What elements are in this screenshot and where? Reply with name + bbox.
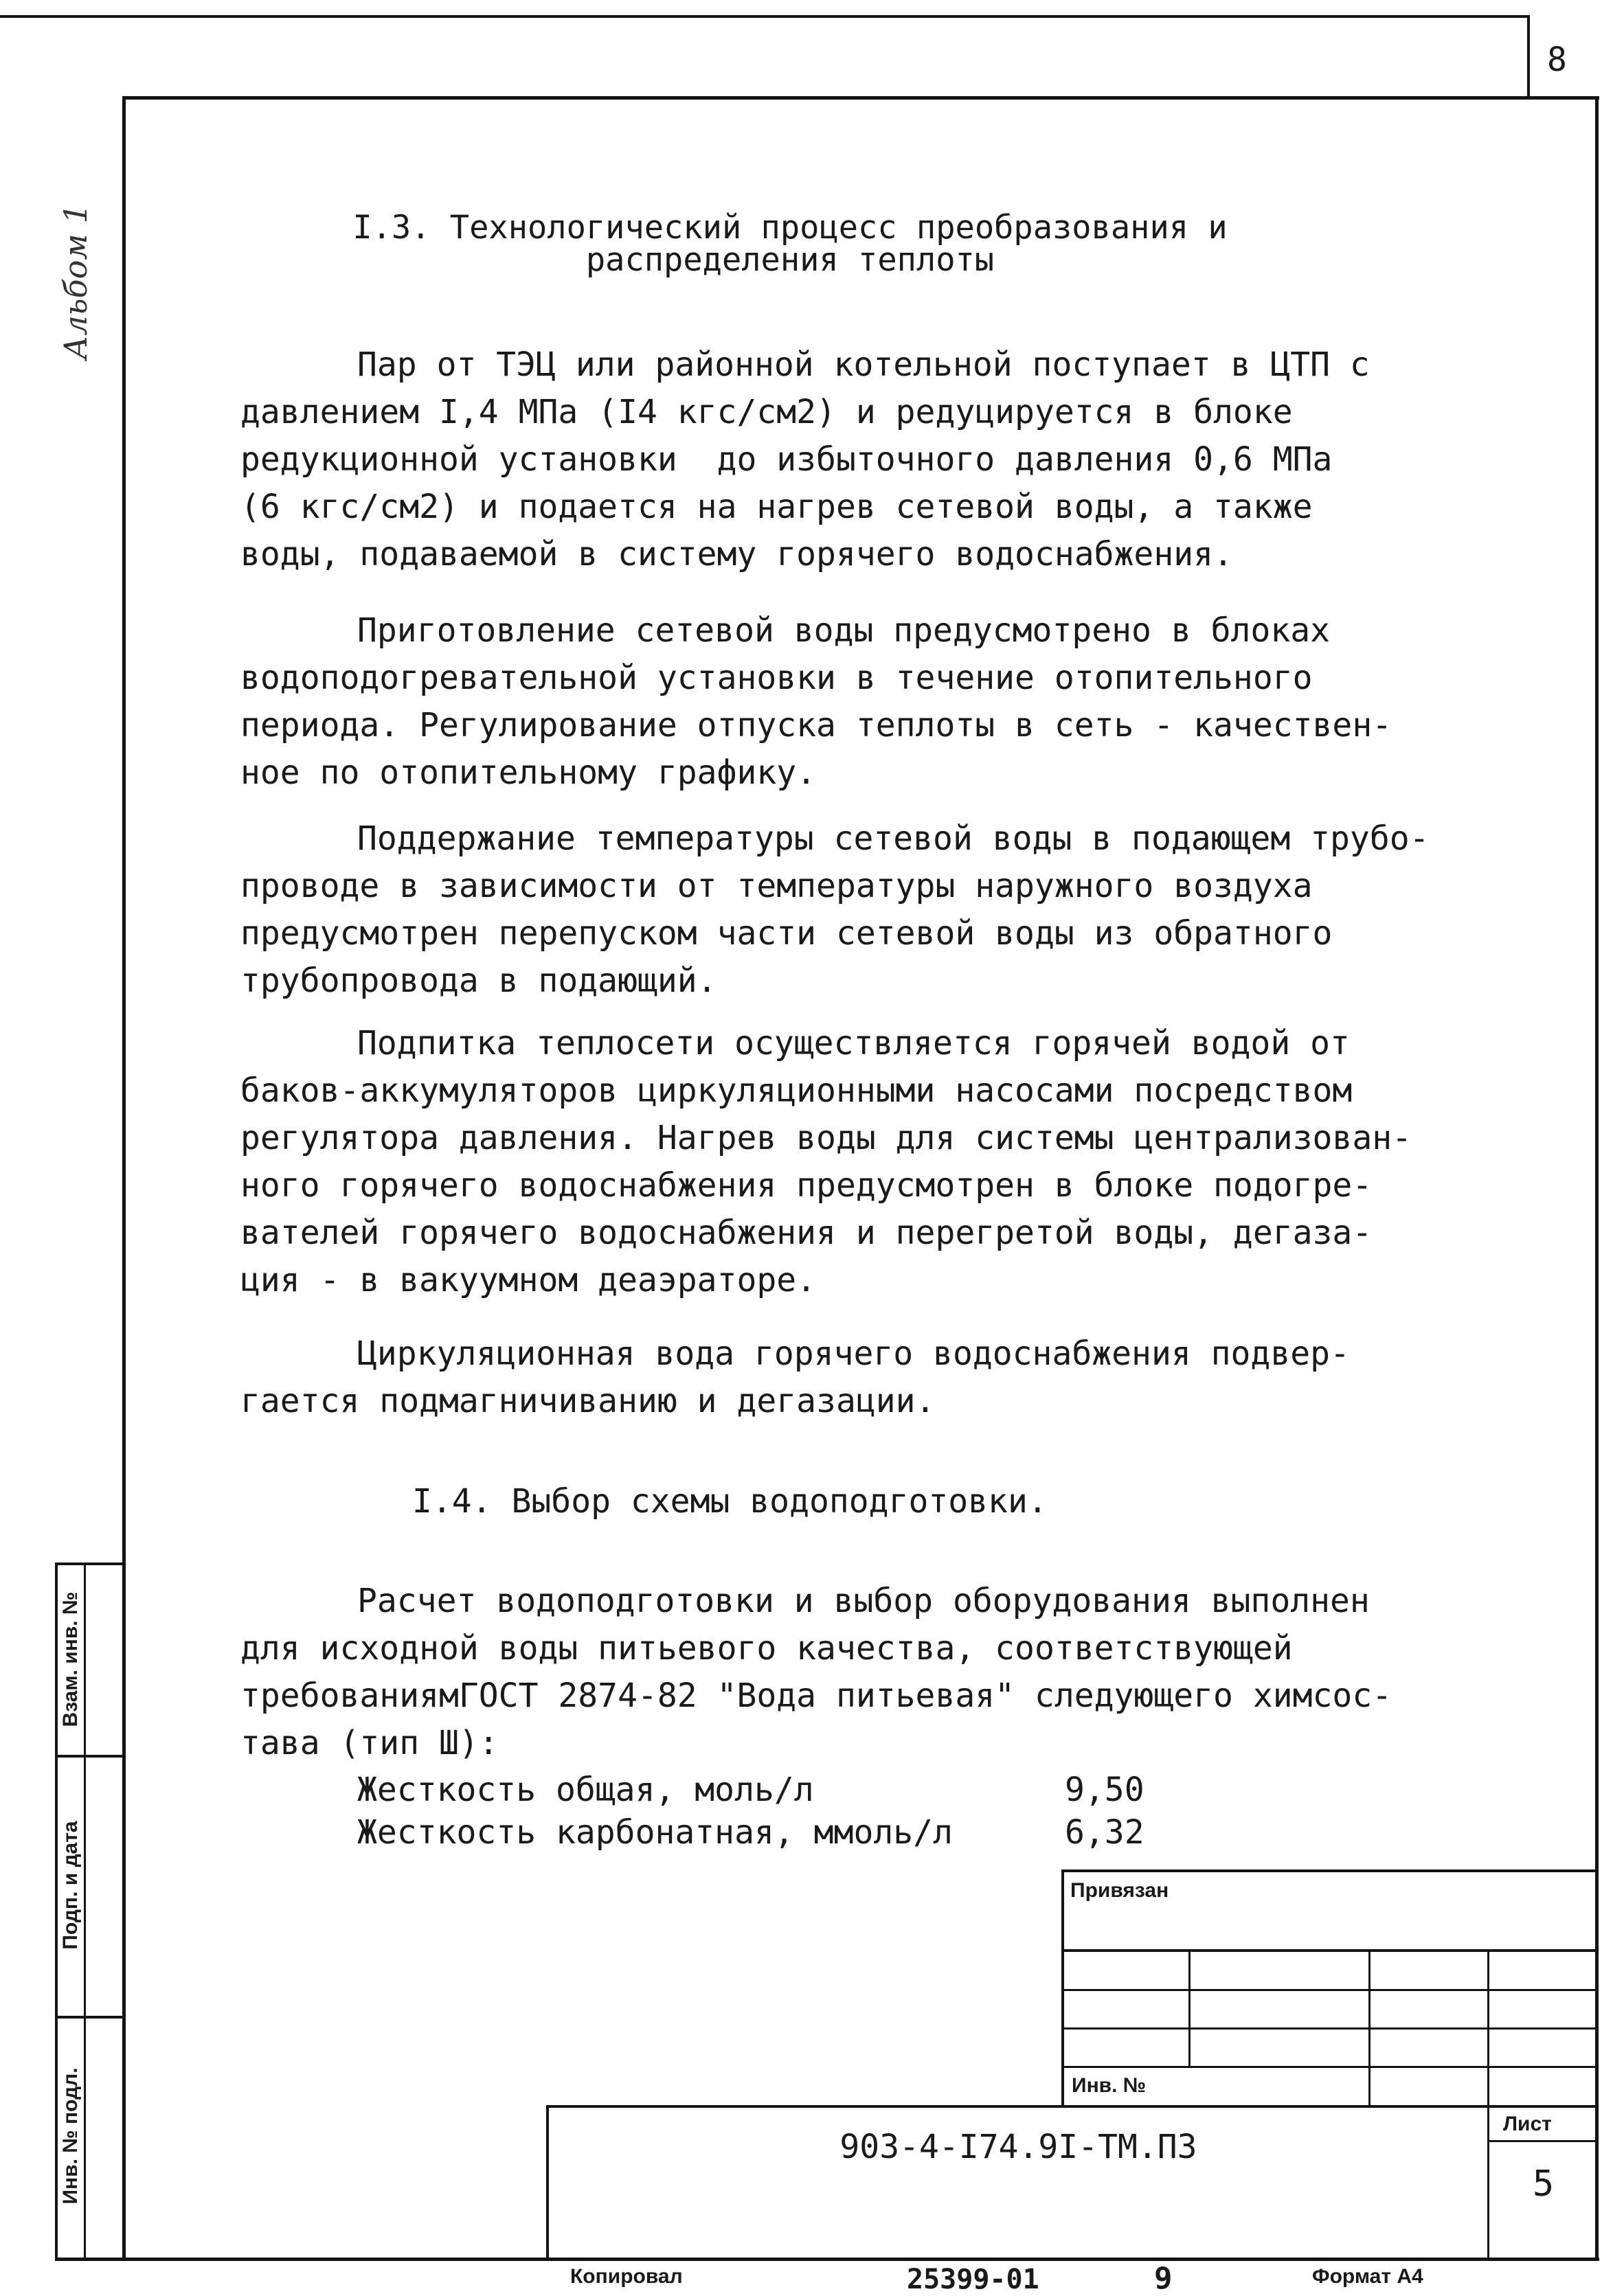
paragraph-5-line-2: гается подмагничиванию и дегазации. (240, 1382, 936, 1420)
tb-sheet-label-line (1487, 2140, 1597, 2142)
paragraph-2-line-1: Приготовление сетевой воды предусмотрено в блоках (357, 611, 1331, 650)
paragraph-4-line-2: баков-аккумуляторов циркуляционными насосами посредством (240, 1071, 1353, 1110)
paragraph-4-line-3: регулятора давления. Нагрев воды для системы централизован- (240, 1119, 1412, 1157)
tb-privyazan-top (1061, 1869, 1597, 1872)
sidebar-sep-2 (55, 2016, 125, 2019)
tb-privyazan-label: Привязан (1070, 1879, 1169, 1902)
album-note: Альбом 1 (57, 203, 94, 360)
top-border (0, 15, 1529, 18)
paragraph-3-line-4: трубопровода в подающий. (240, 962, 717, 1000)
paragraph-3-line-3: предусмотрен перепуском части сетевой воды из обратного (240, 914, 1333, 953)
footer-order-number: 25399-01 (907, 2264, 1039, 2295)
tb-sheet-number: 5 (1532, 2163, 1555, 2205)
paragraph-6-line-3: требованиямГОСТ 2874-82 "Вода питьевая" следующего химсос- (240, 1676, 1392, 1715)
composition-value-carbonate-hardness: 6,32 (1065, 1813, 1144, 1852)
tb-col-1 (1188, 1949, 1191, 2066)
paragraph-2-line-3: периода. Регулирование отпуска теплоты в сеть - качествен- (240, 706, 1392, 745)
paragraph-5-line-1: Циркуляционная вода горячего водоснабжения подвер- (357, 1334, 1350, 1373)
frame-right (1595, 96, 1599, 2260)
frame-left (122, 96, 126, 2260)
paragraph-1-line-2: давлением I,4 МПа (I4 кгс/см2) и редуцируется в блоке (240, 393, 1293, 431)
paragraph-1-line-1: Пар от ТЭЦ или районной котельной поступает в ЦТП с (357, 345, 1370, 384)
sidebar-sep-1 (55, 1755, 125, 1758)
tb-document-code: 903-4-I74.9I-ТМ.ПЗ (839, 2128, 1197, 2166)
paragraph-4-line-5: вателей горячего водоснабжения и перегретой воды, дегаза- (240, 1214, 1373, 1252)
paragraph-2-line-4: ное по отопительному графику. (240, 753, 817, 792)
tb-row-line-2 (1061, 1989, 1597, 1991)
paragraph-6-line-1: Расчет водоподготовки и выбор оборудования выполнен (357, 1582, 1370, 1620)
tb-sheet-label: Лист (1503, 2113, 1552, 2135)
section-1-4-title: I.4. Выбор схемы водоподготовки. (412, 1482, 1048, 1521)
tb-row-line-1 (1061, 1949, 1597, 1952)
footer-copied: Копировал (570, 2265, 683, 2288)
sidebar-top (55, 1562, 125, 1565)
section-1-3-title-line2: распределения теплоты (585, 241, 995, 279)
tb-privyazan-left (1061, 1869, 1064, 2106)
paragraph-1-line-3: редукционной установки до избыточного давления 0,6 МПа (240, 440, 1333, 479)
tb-row-line-4 (1061, 2066, 1597, 2068)
paragraph-4-line-1: Подпитка теплосети осуществляется горячей водой от (357, 1024, 1350, 1062)
composition-label-total-hardness: Жесткость общая, моль/л (357, 1771, 814, 1809)
frame-bottom (55, 2258, 1599, 2261)
paragraph-6-line-2: для исходной воды питьевого качества, соответствующей (240, 1629, 1293, 1668)
paragraph-4-line-6: ция - в вакуумном деаэраторе. (240, 1261, 817, 1299)
paragraph-3-line-1: Поддержание температуры сетевой воды в подающем трубо- (357, 819, 1430, 858)
sidebar-vzam-inv: Взам. инв. № (59, 1591, 82, 1727)
page-number-box-left (1527, 15, 1530, 98)
tb-col-2 (1368, 1949, 1371, 2106)
frame-top (122, 96, 1599, 100)
paragraph-3-line-2: проводе в зависимости от температуры наружного воздуха (240, 867, 1313, 905)
paragraph-6-line-4: тава (тип Ш): (240, 1724, 499, 1762)
tb-inv-no-label: Инв. № (1072, 2074, 1147, 2097)
tb-row-line-3 (1061, 2027, 1597, 2030)
tb-col-3 (1487, 1949, 1489, 2106)
footer-sheet-mark: 9 (1154, 2261, 1173, 2296)
section-1-3-title-line1: I.3. Технологический процесс преобразования и (352, 209, 1228, 247)
tb-main-top (546, 2105, 1597, 2108)
tb-main-left (546, 2105, 549, 2260)
sidebar-podp-data: Подп. и дата (59, 1821, 82, 1950)
paragraph-1-line-5: воды, подаваемой в систему горячего водоснабжения. (240, 535, 1233, 573)
composition-label-carbonate-hardness: Жесткость карбонатная, ммоль/л (357, 1813, 953, 1852)
paragraph-2-line-2: водоподогревательной установки в течение отопительного (240, 659, 1313, 697)
paragraph-1-line-4: (6 кгс/см2) и подается на нагрев сетевой воды, а также (240, 488, 1313, 526)
paragraph-4-line-4: ного горячего водоснабжения предусмотрен в блоке подогре- (240, 1166, 1373, 1205)
sidebar-inv-podl: Инв. № подл. (59, 2067, 82, 2205)
footer-format: Формат А4 (1312, 2265, 1423, 2288)
composition-value-total-hardness: 9,50 (1065, 1771, 1144, 1809)
page-number: 8 (1547, 41, 1567, 79)
